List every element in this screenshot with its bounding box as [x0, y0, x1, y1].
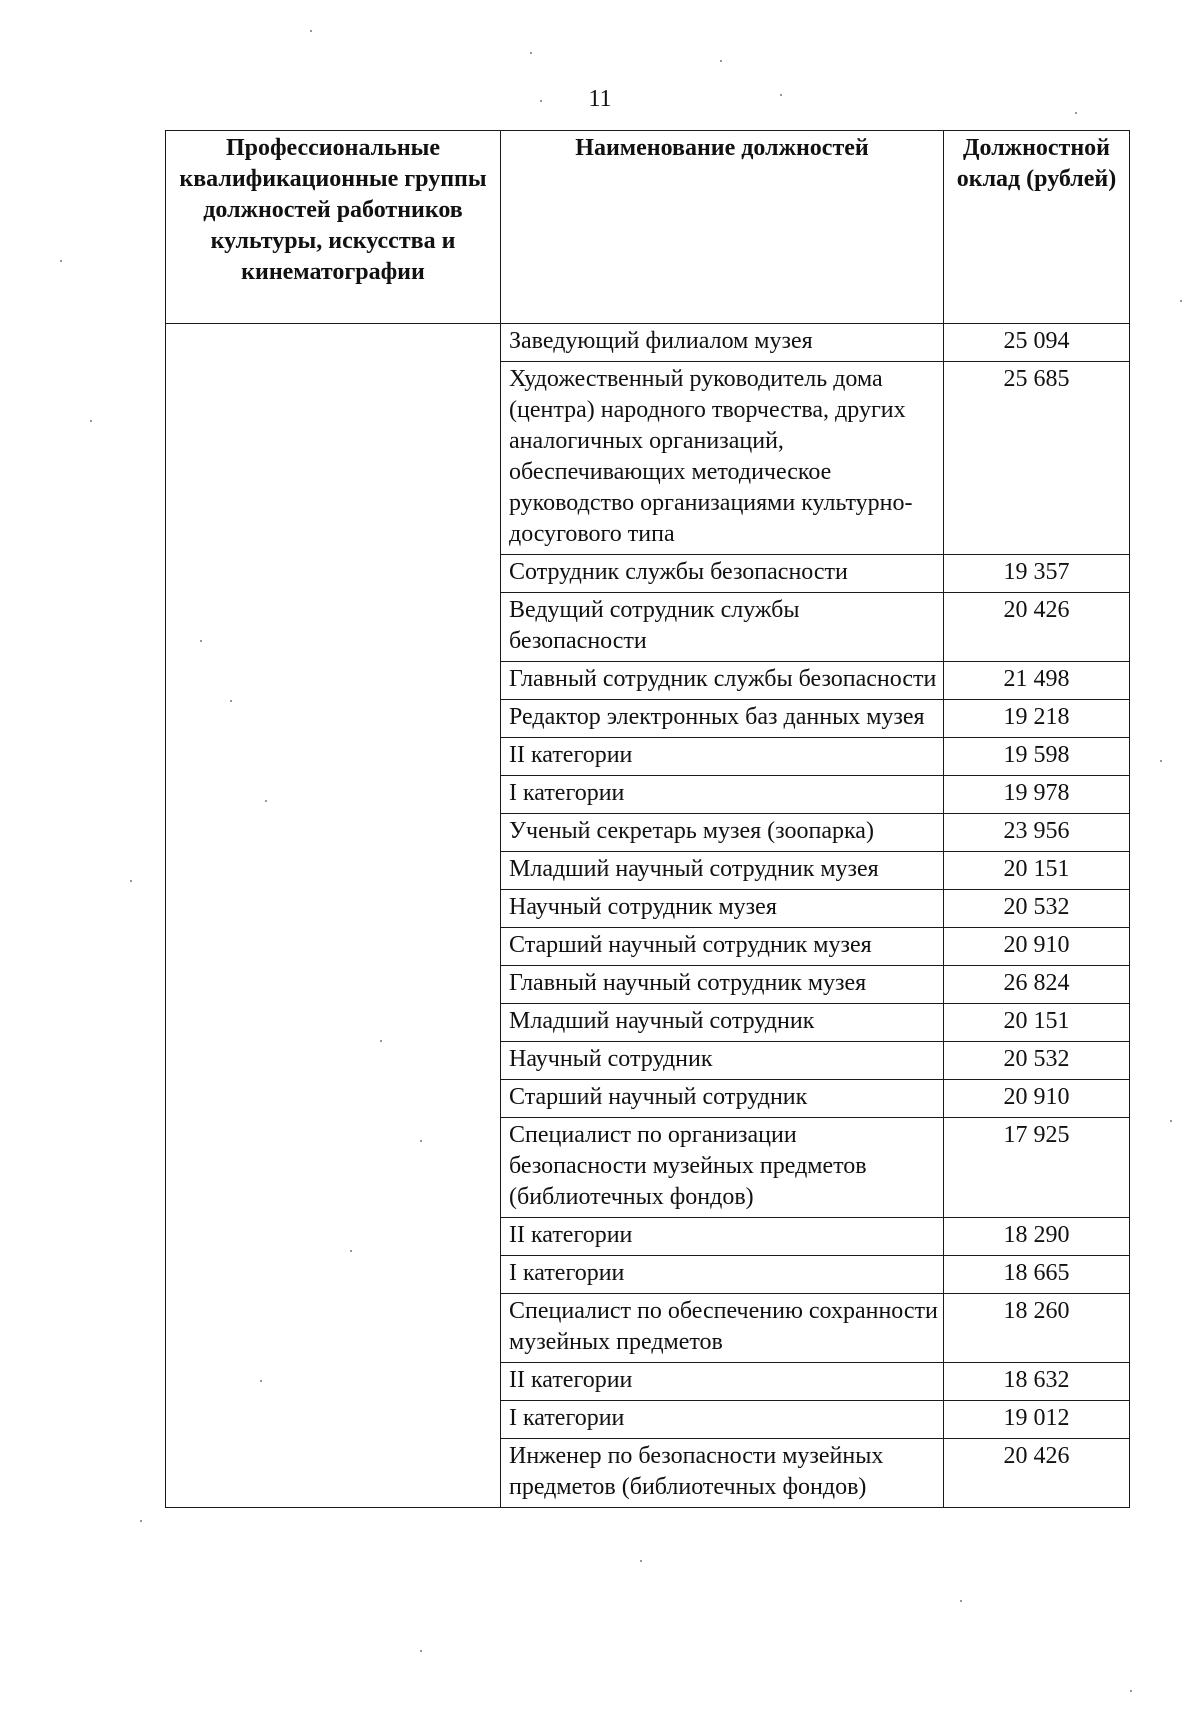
- salary-cell: 18 632: [944, 1363, 1130, 1401]
- table-row: [166, 324, 1130, 362]
- salary-cell: 20 426: [944, 593, 1130, 662]
- salary-cell: 20 151: [944, 1004, 1130, 1042]
- salary-cell: 26 824: [944, 966, 1130, 1004]
- salary-cell: 19 598: [944, 738, 1130, 776]
- salary-cell: 20 532: [944, 1042, 1130, 1080]
- position-name-cell: II категории: [501, 1363, 944, 1401]
- salary-cell: 20 910: [944, 928, 1130, 966]
- position-name-cell: Главный сотрудник службы безопасности: [501, 662, 944, 700]
- position-name-cell: Младший научный сотрудник: [501, 1004, 944, 1042]
- position-name-cell: Главный научный сотрудник музея: [501, 966, 944, 1004]
- position-name-cell: I категории: [501, 1401, 944, 1439]
- page-number: 11: [588, 86, 612, 112]
- salary-cell: 21 498: [944, 662, 1130, 700]
- group-cell: [166, 324, 501, 1508]
- position-name-cell: I категории: [501, 1256, 944, 1294]
- header-position: Наименование должностей: [501, 131, 944, 324]
- salary-cell: 19 978: [944, 776, 1130, 814]
- salary-cell: 25 094: [944, 324, 1130, 362]
- salary-cell: 18 260: [944, 1294, 1130, 1363]
- salary-cell: 18 665: [944, 1256, 1130, 1294]
- table-body: [166, 324, 1130, 1508]
- salary-cell: 23 956: [944, 814, 1130, 852]
- salary-cell: 19 357: [944, 555, 1130, 593]
- position-name-cell: Старший научный сотрудник музея: [501, 928, 944, 966]
- position-name-cell: Ведущий сотрудник службы безопасности: [501, 593, 944, 662]
- salary-cell: 20 426: [944, 1439, 1130, 1508]
- salary-cell: 20 532: [944, 890, 1130, 928]
- salary-cell: 20 151: [944, 852, 1130, 890]
- salary-cell: 17 925: [944, 1118, 1130, 1218]
- position-name-cell: Старший научный сотрудник: [501, 1080, 944, 1118]
- position-name-cell: Научный сотрудник музея: [501, 890, 944, 928]
- position-name-cell: I категории: [501, 776, 944, 814]
- table-header-row: [166, 131, 1130, 324]
- header-salary: Должностной оклад (рублей): [944, 131, 1130, 324]
- salary-cell: 20 910: [944, 1080, 1130, 1118]
- position-name-cell: Художественный руководитель дома (центра) народного творчества, других аналогичных организаций, обеспечивающих методическое руководство организациями культурно-досугового типа: [501, 362, 944, 555]
- position-name-cell: Научный сотрудник: [501, 1042, 944, 1080]
- position-name-cell: Специалист по организации безопасности музейных предметов (библиотечных фондов): [501, 1118, 944, 1218]
- position-name-cell: II категории: [501, 1218, 944, 1256]
- position-name-cell: Инженер по безопасности музейных предметов (библиотечных фондов): [501, 1439, 944, 1508]
- position-name-cell: Заведующий филиалом музея: [501, 324, 944, 362]
- salary-cell: 25 685: [944, 362, 1130, 555]
- header-group: Профессиональные квалификационные группы должностей работников культуры, искусства и кинематографии: [166, 131, 501, 324]
- salary-table: [165, 130, 1130, 1508]
- position-name-cell: Редактор электронных баз данных музея: [501, 700, 944, 738]
- position-name-cell: Младший научный сотрудник музея: [501, 852, 944, 890]
- salary-cell: 18 290: [944, 1218, 1130, 1256]
- position-name-cell: II категории: [501, 738, 944, 776]
- salary-cell: 19 012: [944, 1401, 1130, 1439]
- position-name-cell: Ученый секретарь музея (зоопарка): [501, 814, 944, 852]
- salary-cell: 19 218: [944, 700, 1130, 738]
- position-name-cell: Сотрудник службы безопасности: [501, 555, 944, 593]
- position-name-cell: Специалист по обеспечению сохранности музейных предметов: [501, 1294, 944, 1363]
